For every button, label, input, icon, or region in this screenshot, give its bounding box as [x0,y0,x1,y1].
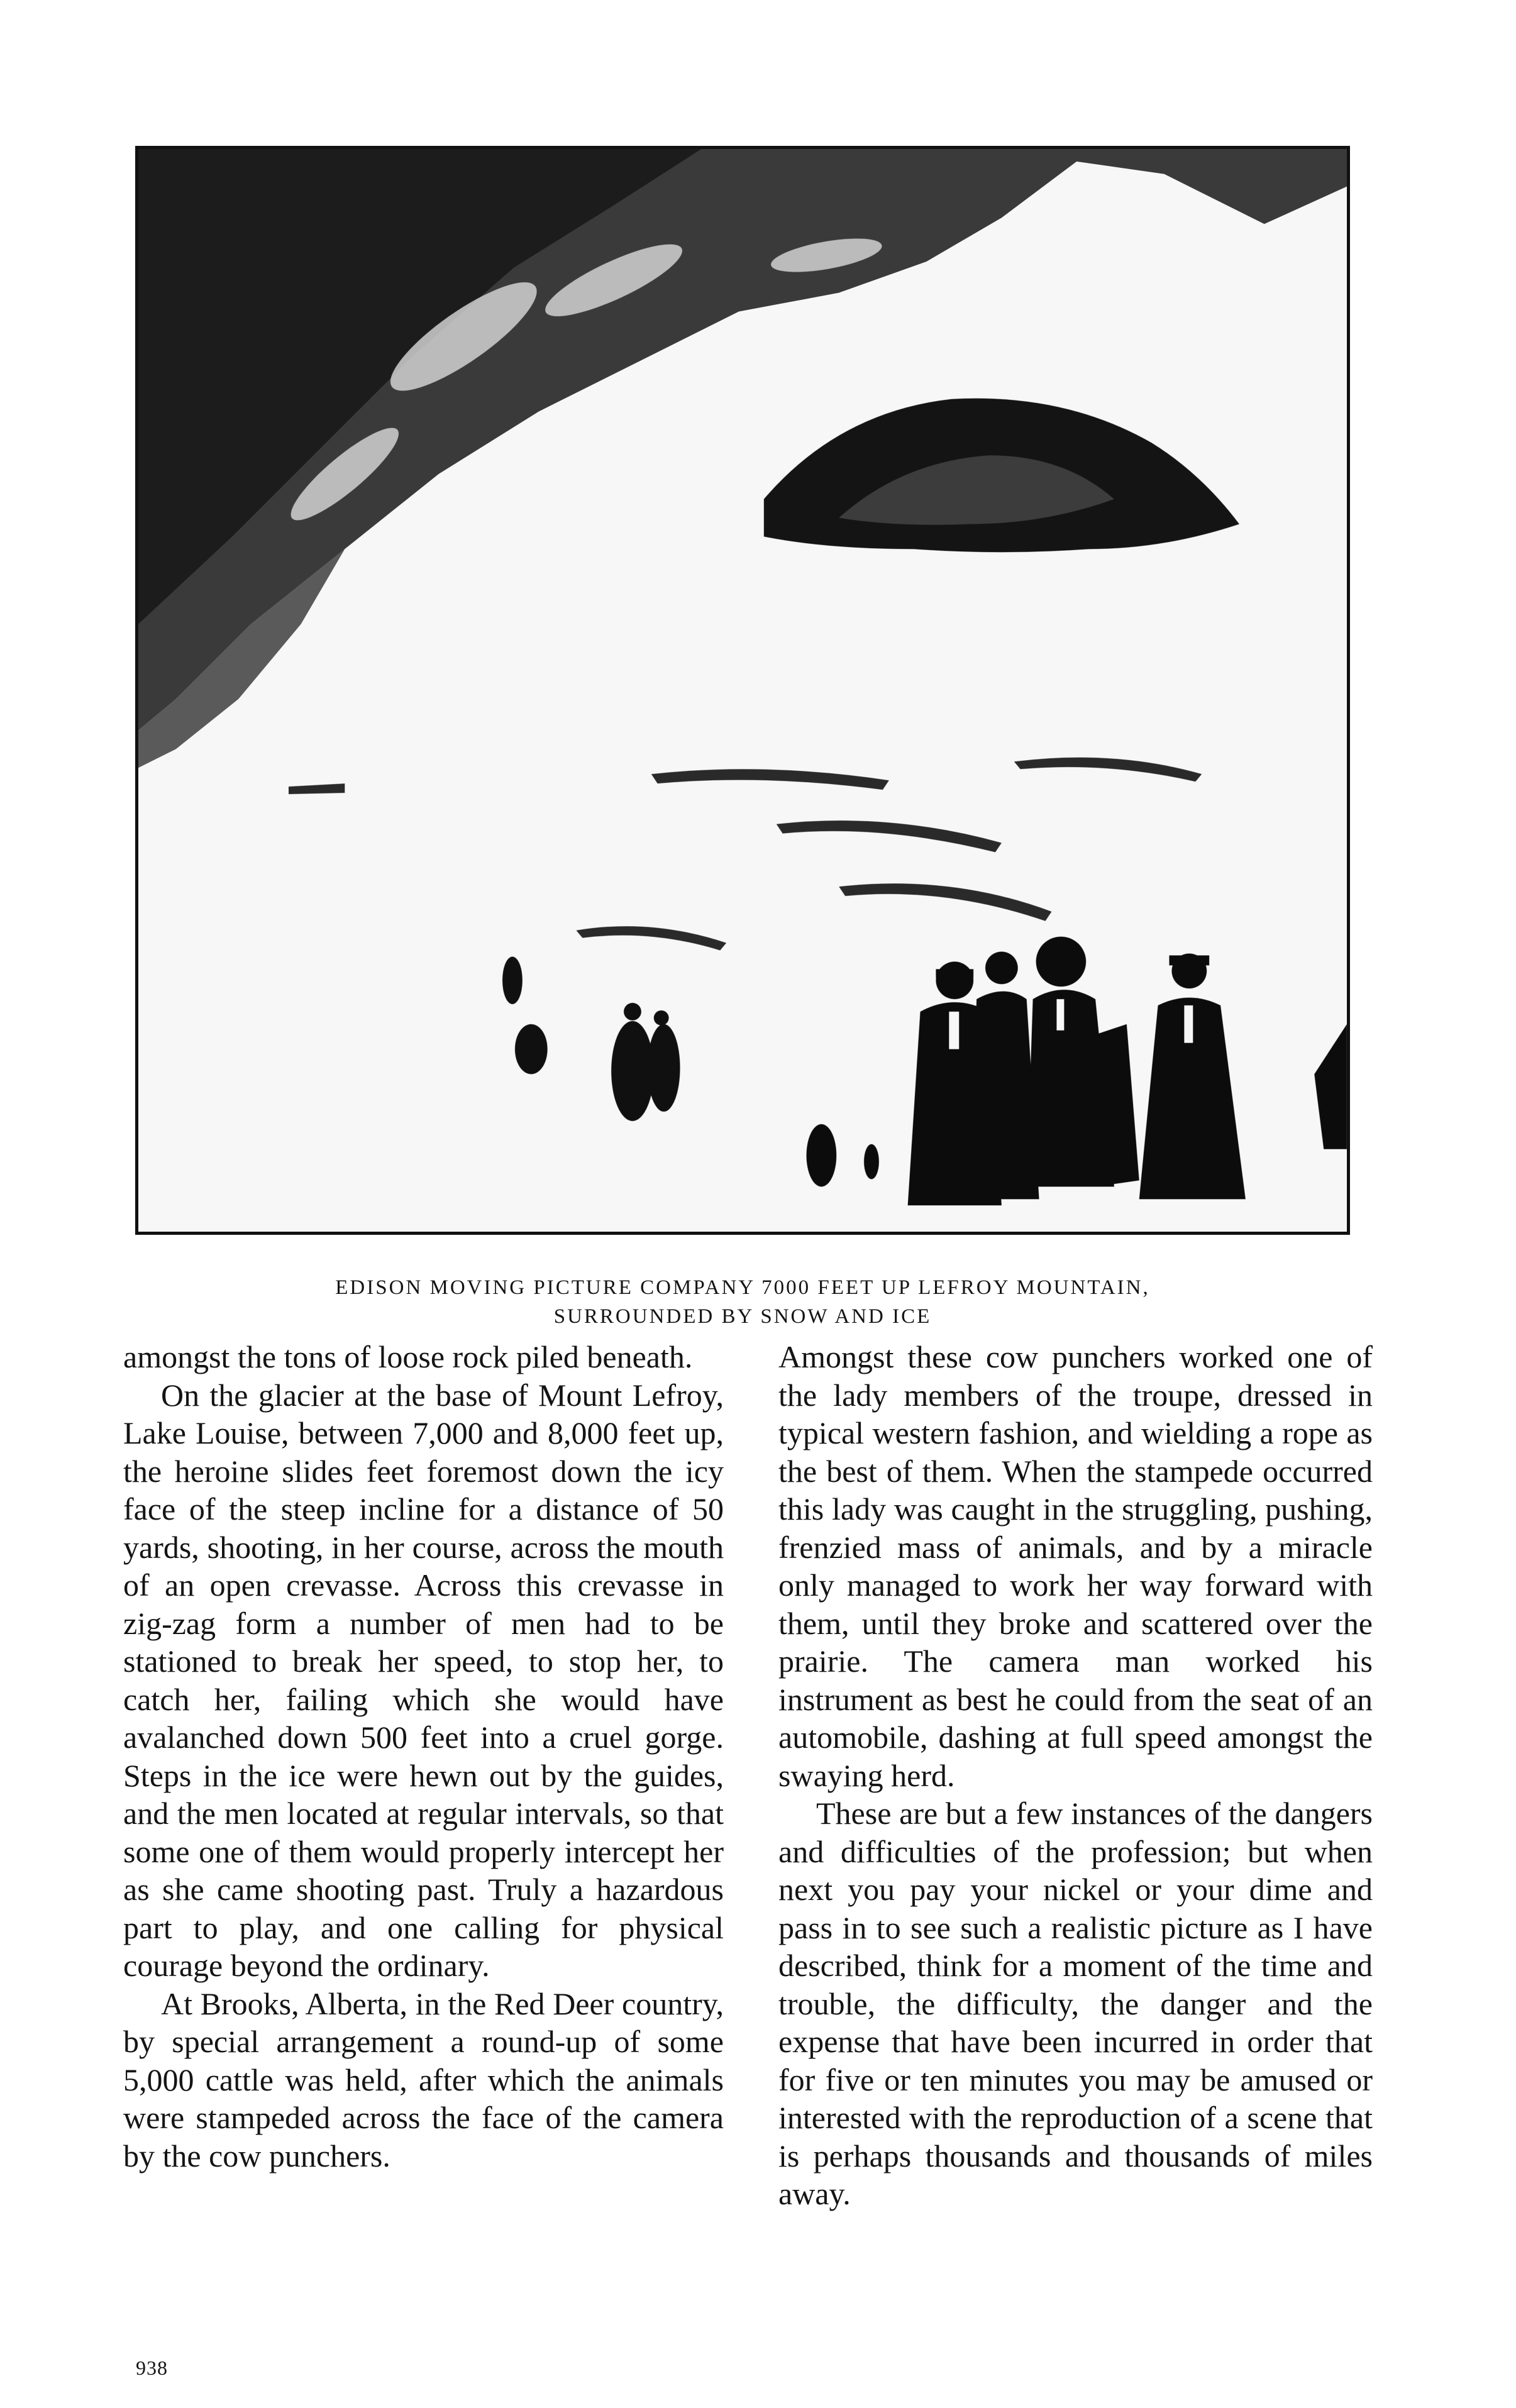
caption-line: EDISON MOVING PICTURE COMPANY 7000 FEET UP LEFROY MOUNTAIN, [335,1276,1150,1299]
caption-line: SURROUNDED BY SNOW AND ICE [553,1305,932,1328]
paragraph: These are but a few instances of the dangers and difficulties of the profession; but when next you pay your nickel or your dime and pass in to see such a realistic picture as I have described, think for a moment of the time and trouble, the difficulty, the danger and the expense that have been incurred in order that for five or ten minutes you may be amused or interested with the reproduction of a scene that is perhaps thousands and thousands of miles away. [778,1796,1373,2211]
right-text-column [778,1338,1373,2213]
glacier-photograph [135,146,1350,1235]
paragraph: Amongst these cow punchers worked one of the lady members of the troupe, dressed in typical western fashion, and wielding a rope as the best of them. When the stampede occurred this lady was caught in the struggling, pushing, frenzied mass of animals, and by a miracle only managed to work her way forward with them, until they broke and scattered over the prairie. The camera man worked his instrument as best he could from the seat of an automobile, dashing at full speed amongst the swaying herd. [778,1339,1373,1793]
left-text-column [123,1338,724,2175]
paragraph: amongst the tons of loose rock piled beneath. [123,1339,693,1374]
photo-caption [135,1273,1350,1331]
page-number: 938 [136,2356,168,2379]
paragraph: At Brooks, Alberta, in the Red Deer country, by special arrangement a round-up of some 5,000 cattle was held, after which the animals were stampeded across the face of the camera by the cow punchers. [123,1985,724,2173]
paragraph: On the glacier at the base of Mount Lefroy, Lake Louise, between 7,000 and 8,000 feet up, the heroine slides feet foremost down the icy face of the steep incline for a distance of 50 yards, shooting, in her course, across the mouth of an open crevasse. Across this crevasse in zig-zag form a number of men had to be stationed to break her speed, to stop her, to catch her, failing which she would have avalanched down 500 feet into a cruel gorge. Steps in the ice were hewn out by the guides, and the men located at regular intervals, so that some one of them would properly intercept her as she came shooting past. Truly a hazardous part to play, and one calling for physical courage beyond the ordinary. [123,1377,724,1983]
photo-illustration [138,149,1347,1232]
